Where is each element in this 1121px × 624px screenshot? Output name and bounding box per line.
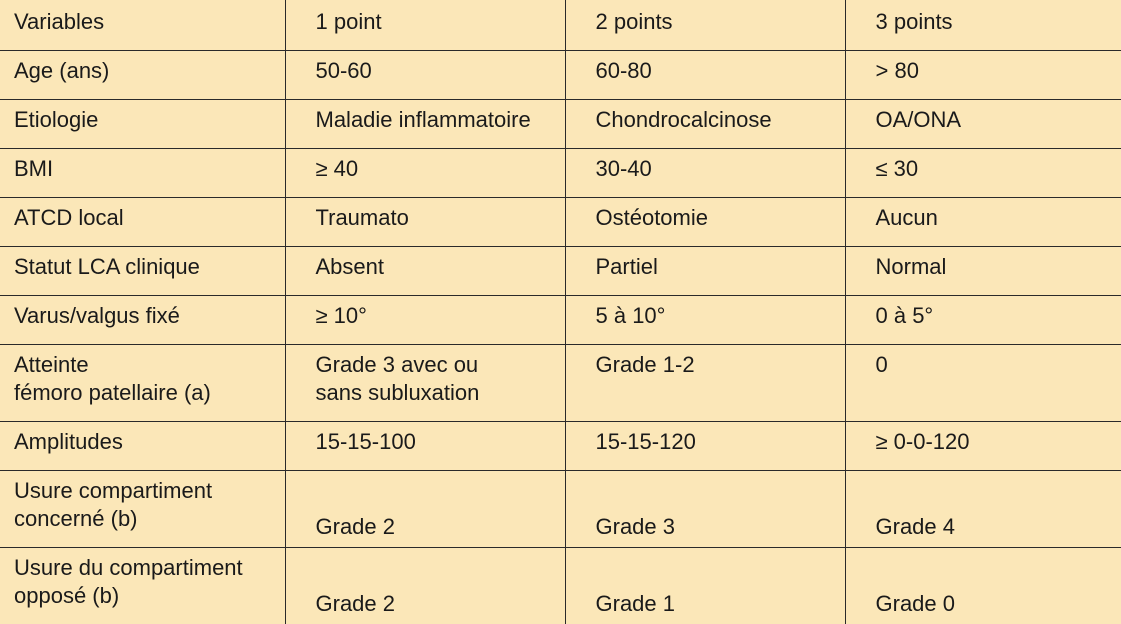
header-cell-1-point: 1 point (285, 0, 565, 51)
cell-1-point: Grade 2 (285, 548, 565, 624)
cell-1-point: ≥ 40 (285, 149, 565, 198)
row-label-line-1: Atteinte (14, 351, 285, 379)
row-label: BMI (0, 149, 285, 198)
cell-1-point: 15-15-100 (285, 422, 565, 471)
cell-2-points: 5 à 10° (565, 296, 845, 345)
cell-1-point: Traumato (285, 198, 565, 247)
row-label (0, 548, 285, 624)
row-label-line-1: Usure du compartiment (14, 554, 285, 582)
cell-1-point: Grade 2 (285, 471, 565, 548)
cell-1-point: ≥ 10° (285, 296, 565, 345)
cell-2-points: 30-40 (565, 149, 845, 198)
cell-3-points: Grade 4 (845, 471, 1121, 548)
row-label: Amplitudes (0, 422, 285, 471)
cell-line-1: Grade 3 avec ou (316, 351, 565, 379)
table-row (0, 100, 1121, 149)
cell-3-points: ≤ 30 (845, 149, 1121, 198)
cell-2-points: Grade 3 (565, 471, 845, 548)
cell-3-points: ≥ 0-0-120 (845, 422, 1121, 471)
cell-1-point: Absent (285, 247, 565, 296)
cell-1-point (285, 345, 565, 422)
cell-3-points: > 80 (845, 51, 1121, 100)
row-label-line-2: concerné (b) (14, 505, 285, 533)
cell-2-points: 15-15-120 (565, 422, 845, 471)
cell-2-points: Partiel (565, 247, 845, 296)
table-row (0, 422, 1121, 471)
table-row (0, 296, 1121, 345)
table-row (0, 471, 1121, 548)
cell-2-points: Grade 1-2 (565, 345, 845, 422)
cell-3-points: Grade 0 (845, 548, 1121, 624)
row-label-line-2: fémoro patellaire (a) (14, 379, 285, 407)
row-label: Statut LCA clinique (0, 247, 285, 296)
header-cell-3-points: 3 points (845, 0, 1121, 51)
cell-2-points: Grade 1 (565, 548, 845, 624)
header-row (0, 0, 1121, 51)
table-row (0, 345, 1121, 422)
row-label-line-2: opposé (b) (14, 582, 285, 610)
header-cell-2-points: 2 points (565, 0, 845, 51)
cell-2-points: Chondrocalcinose (565, 100, 845, 149)
cell-line-2: sans subluxation (316, 379, 565, 407)
cell-3-points: Normal (845, 247, 1121, 296)
cell-1-point: Maladie inflammatoire (285, 100, 565, 149)
cell-3-points: OA/ONA (845, 100, 1121, 149)
row-label: Varus/valgus fixé (0, 296, 285, 345)
cell-3-points: Aucun (845, 198, 1121, 247)
cell-2-points: 60-80 (565, 51, 845, 100)
row-label-line-1: Usure compartiment (14, 477, 285, 505)
cell-3-points: 0 à 5° (845, 296, 1121, 345)
row-label (0, 345, 285, 422)
table-row (0, 548, 1121, 624)
table-row (0, 198, 1121, 247)
table-row (0, 51, 1121, 100)
header-cell-variables: Variables (0, 0, 285, 51)
row-label (0, 471, 285, 548)
table-row (0, 247, 1121, 296)
cell-2-points: Ostéotomie (565, 198, 845, 247)
row-label: ATCD local (0, 198, 285, 247)
cell-3-points: 0 (845, 345, 1121, 422)
table-row (0, 149, 1121, 198)
row-label: Etiologie (0, 100, 285, 149)
row-label: Age (ans) (0, 51, 285, 100)
cell-1-point: 50-60 (285, 51, 565, 100)
